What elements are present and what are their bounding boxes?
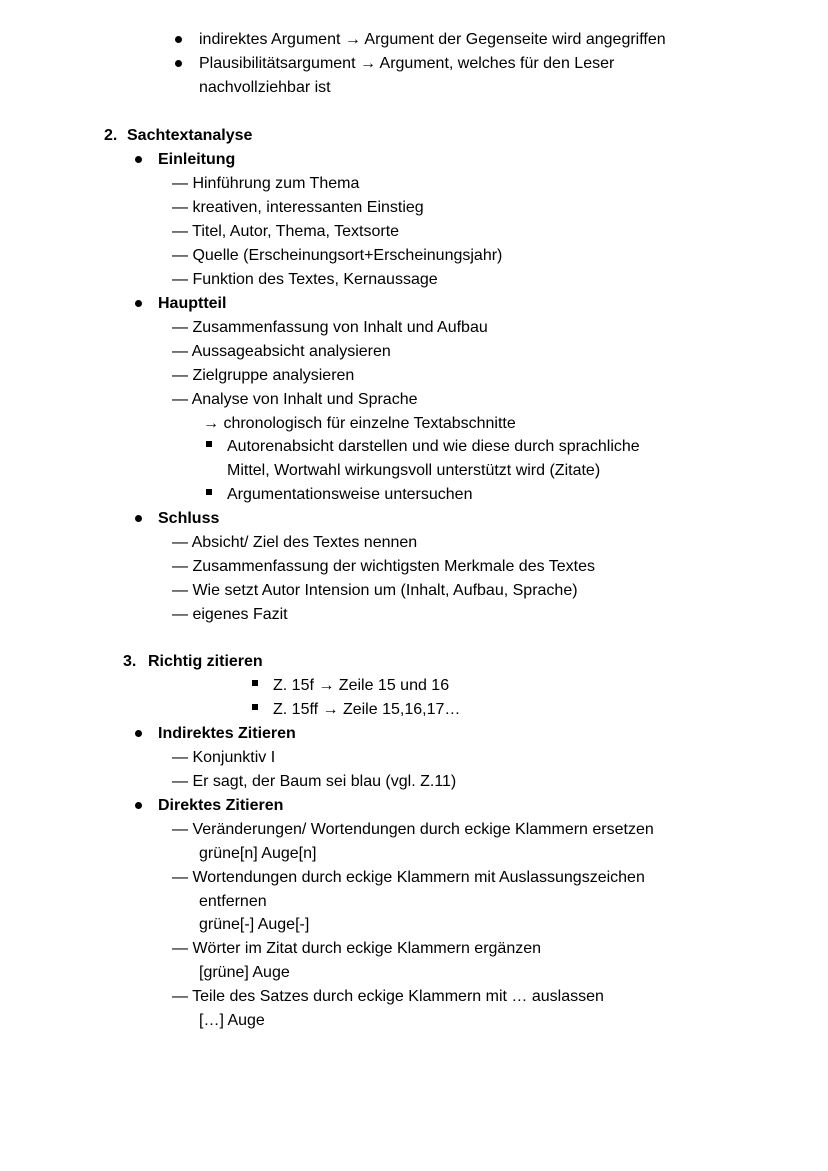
list-item: — Wortendungen durch eckige Klammern mit Auslassungszeichen (172, 869, 645, 886)
list-item: — Titel, Autor, Thema, Textsorte (172, 223, 400, 240)
list-item-continuation: nachvollziehbar ist (199, 79, 331, 96)
section-heading: Richtig zitieren (148, 653, 263, 670)
list-item: — Teile des Satzes durch eckige Klammern mit … auslassen (172, 988, 604, 1005)
bullet-dot (135, 300, 142, 307)
list-item: — Absicht/ Ziel des Textes nennen (172, 534, 418, 551)
line-reference: Z. 15ff → Zeile 15,16,17… (273, 701, 461, 718)
list-item: — kreativen, interessanten Einstieg (172, 199, 424, 216)
list-item: — Zusammenfassung von Inhalt und Aufbau (172, 319, 488, 336)
example-text: grüne[-] Auge[-] (199, 916, 310, 933)
square-bullet (206, 489, 212, 495)
list-item: — Funktion des Textes, Kernaussage (172, 271, 438, 288)
section-heading: Sachtextanalyse (127, 127, 253, 144)
subsection-heading: Hauptteil (158, 295, 227, 312)
list-item: Plausibilitätsargument → Argument, welches für den Leser (199, 55, 615, 72)
bullet-dot (135, 515, 142, 522)
list-item-continuation: entfernen (199, 893, 267, 910)
list-item: Autorenabsicht darstellen und wie diese durch sprachliche (227, 438, 640, 455)
list-item: — eigenes Fazit (172, 606, 288, 623)
list-item: — Analyse von Inhalt und Sprache (172, 391, 418, 408)
square-bullet (252, 704, 258, 710)
example-text: grüne[n] Auge[n] (199, 845, 317, 862)
arrow-note: → chronologisch für einzelne Textabschnitte (203, 415, 516, 432)
list-item: Argumentationsweise untersuchen (227, 486, 473, 503)
list-item: indirektes Argument → Argument der Gegenseite wird angegriffen (199, 31, 666, 48)
subsection-heading: Schluss (158, 510, 220, 527)
bullet-dot (135, 156, 142, 163)
square-bullet (252, 680, 258, 686)
section-number: 3. (123, 653, 137, 670)
bullet-dot (175, 36, 182, 43)
subsection-heading: Indirektes Zitieren (158, 725, 296, 742)
square-bullet (206, 441, 212, 447)
list-item: — Quelle (Erscheinungsort+Erscheinungsjahr) (172, 247, 503, 264)
subsection-heading: Einleitung (158, 151, 236, 168)
list-item: — Konjunktiv I (172, 749, 276, 766)
list-item: — Veränderungen/ Wortendungen durch eckige Klammern ersetzen (172, 821, 654, 838)
bullet-dot (135, 730, 142, 737)
list-item: — Hinführung zum Thema (172, 175, 360, 192)
list-item: — Er sagt, der Baum sei blau (vgl. Z.11) (172, 773, 457, 790)
bullet-dot (175, 60, 182, 67)
bullet-dot (135, 802, 142, 809)
subsection-heading: Direktes Zitieren (158, 797, 284, 814)
list-item: — Aussageabsicht analysieren (172, 343, 391, 360)
list-item: — Wörter im Zitat durch eckige Klammern ergänzen (172, 940, 542, 957)
section-number: 2. (104, 127, 118, 144)
list-item-continuation: Mittel, Wortwahl wirkungsvoll unterstützt wird (Zitate) (227, 462, 601, 479)
list-item: — Zielgruppe analysieren (172, 367, 355, 384)
line-reference: Z. 15f → Zeile 15 und 16 (273, 677, 450, 694)
example-text: […] Auge (199, 1012, 265, 1029)
list-item: — Wie setzt Autor Intension um (Inhalt, Aufbau, Sprache) (172, 582, 578, 599)
example-text: [grüne] Auge (199, 964, 290, 981)
list-item: — Zusammenfassung der wichtigsten Merkmale des Textes (172, 558, 595, 575)
